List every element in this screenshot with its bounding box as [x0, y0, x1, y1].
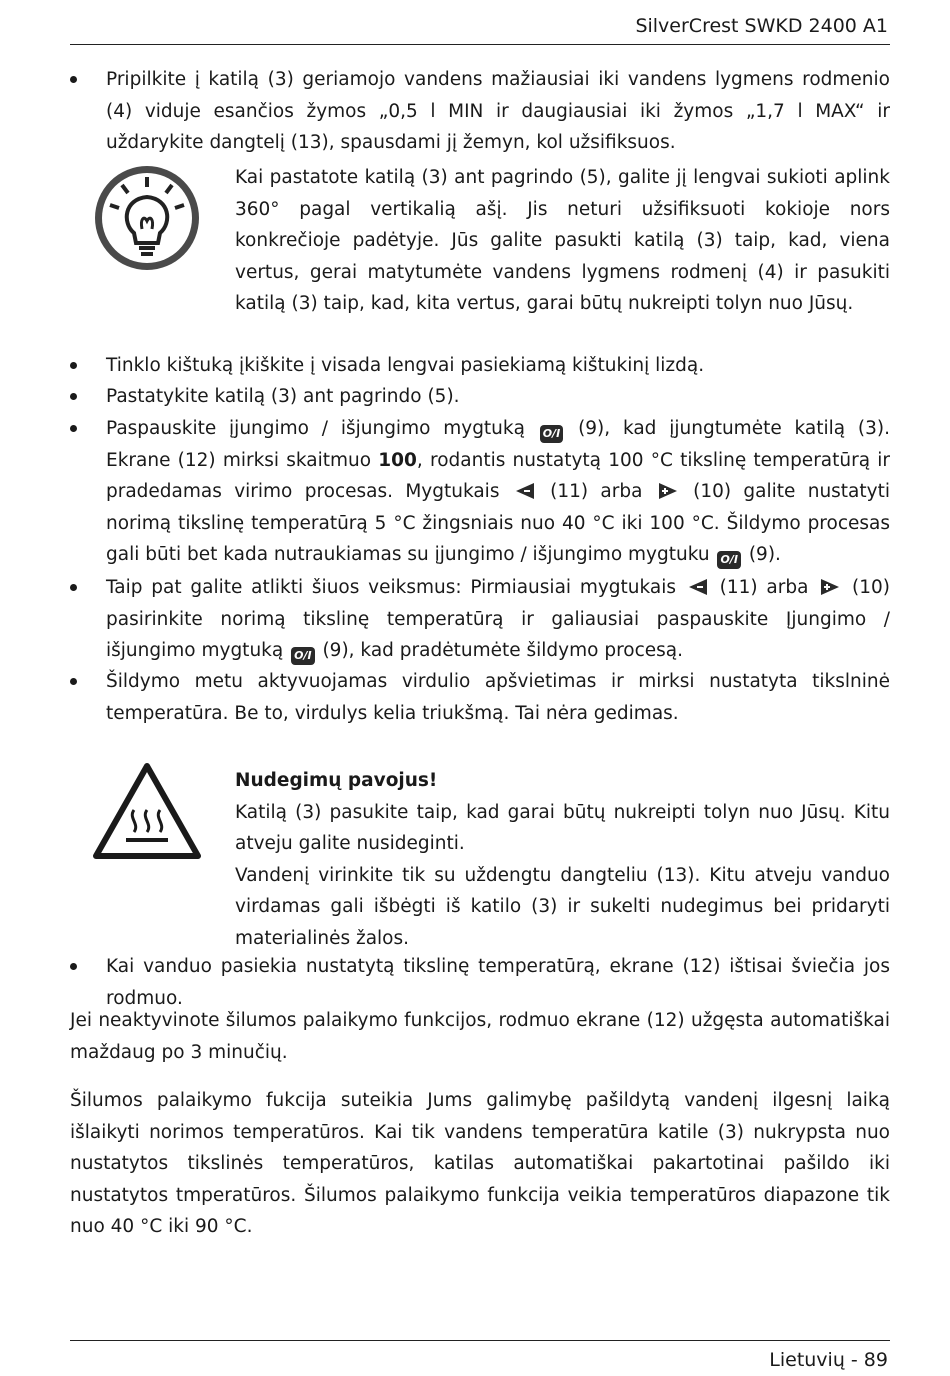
text-span: , rodantis nustatytą 100 °C tikslinę temperatūrą ir pradedamas virimo procesas. Mygtukais — [106, 449, 890, 502]
footer-divider — [70, 1340, 890, 1341]
list-item — [70, 350, 890, 382]
list-item — [70, 64, 890, 159]
plus-button-icon — [819, 578, 841, 596]
list-item — [70, 381, 890, 413]
power-button-icon: O/I — [540, 425, 563, 443]
warning-note — [235, 765, 890, 954]
text-span: (9). — [748, 544, 781, 565]
list-item-text: Pastatykite katilą (3) ant pagrindo (5). — [106, 386, 460, 407]
display-digits: 100 — [378, 449, 417, 471]
list-item-text — [106, 572, 890, 667]
minus-button-icon — [687, 578, 709, 596]
power-button-icon: O/I — [291, 647, 314, 665]
page-footer: Lietuvių - 89 — [769, 1349, 888, 1371]
list-item — [70, 666, 890, 729]
text-span: Paspauskite įjungimo / išjungimo mygtuką — [106, 418, 525, 439]
text-span: (10) galite nustatyti norimą tikslinę temperatūrą 5 °C žingsniais nuo 40 °C iki 100 °C. Šildymo procesas gali būti bet kada nutraukiamas su įjungimo / išjungimo mygtuku — [106, 481, 890, 565]
warning-text: Katilą (3) pasukite taip, kad garai būtų nukreipti tolyn nuo Jūsų. Kitu atveju galite nusideginti. — [235, 801, 890, 854]
list-item-text: Pripilkite į katilą (3) geriamojo vandens mažiausiai iki vandens lygmens rodmenio (4) viduje esančios žymos „0,5 l MIN ir daugiausiai iki žymos „1,7 l MAX“ ir uždarykite dangtelį (13), spausdami jį žemyn, kol užsifiksuos. — [106, 69, 890, 153]
text-span: (11) arba — [719, 577, 809, 598]
text-span: (11) arba — [550, 481, 643, 502]
list-item-text: Kai vanduo pasiekia nustatytą tikslinę temperatūrą, ekrane (12) ištisai šviečia jos rodmuo. — [106, 956, 890, 1009]
list-item-text: Tinklo kištuką įkiškite į visada lengvai pasiekiamą kištukinį lizdą. — [106, 355, 705, 376]
list-item — [70, 572, 890, 667]
power-button-icon: O/I — [717, 551, 740, 569]
hot-surface-warning-icon — [92, 762, 202, 860]
header-title: SilverCrest SWKD 2400 A1 — [635, 15, 888, 37]
tip-note: Kai pastatote katilą (3) ant pagrindo (5), galite jį lengvai sukioti aplink 360° pagal vertikalią ašį. Jis neturi užsifiksuoti kokioje nors konkrečioje padėtyje. Jūs galite pasukti katilą (3) taip, kad, viena vertus, gerai matytumėte vandens lygmens rodmenį (4) ir pasukiti katilą (3) taip, kad, kita vertus, garai būtų nukreipti tolyn nuo Jūsų. — [235, 167, 890, 314]
text-span: (10) pasirinkite norimą tikslinę temperatūrą ir galiausiai paspauskite Įjungimo / išjungimo mygtuką — [106, 577, 890, 661]
plus-button-icon — [657, 482, 679, 500]
warning-text: Vandenį virinkite tik su uždengtu dangteliu (13). Kitu atveju vanduo virdamas gali išbėgti iš katilo (3) ir sukelti nudegimus bei pridaryti materialinės žalos. — [235, 864, 890, 949]
list-item-text: Šildymo metu aktyvuojamas virdulio apšvietimas ir mirksi nustatyta tikslninė temperatūra. Be to, virdulys kelia triukšmą. Tai nėra gedimas. — [106, 671, 890, 724]
text-span: (9), kad įjungtumėte katilą (3). Ekrane (12) mirksi skaitmuo — [106, 418, 890, 471]
minus-button-icon — [514, 482, 536, 500]
text-span: Taip pat galite atlikti šiuos veiksmus: Pirmiausiai mygtukais — [106, 577, 677, 598]
paragraph: Jei neaktyvinote šilumos palaikymo funkcijos, rodmuo ekrane (12) užgęsta automatiškai maždaug po 3 minučių. — [70, 1010, 890, 1063]
list-item-text — [106, 413, 890, 571]
list-item — [70, 413, 890, 571]
warning-title: Nudegimų pavojus! — [235, 770, 438, 791]
text-span: (9), kad pradėtumėte šildymo procesą. — [322, 640, 683, 661]
page-header — [70, 10, 890, 45]
paragraph: Šilumos palaikymo fukcija suteikia Jums galimybę pašildytą vandenį ilgesnį laiką išlaikyti norimos temperatūros. Kai tik vandens temperatūra katile (3) nukrypsta nuo nustatytos tikslinės temperatūros, katilas automatiškai pakartotinai pašildo iki nustatytos tmperatūros. Šilumos palaikymo funkcija veikia temperatūros diapazone tik nuo 40 °C iki 90 °C. — [70, 1090, 890, 1237]
lightbulb-icon — [92, 163, 202, 273]
